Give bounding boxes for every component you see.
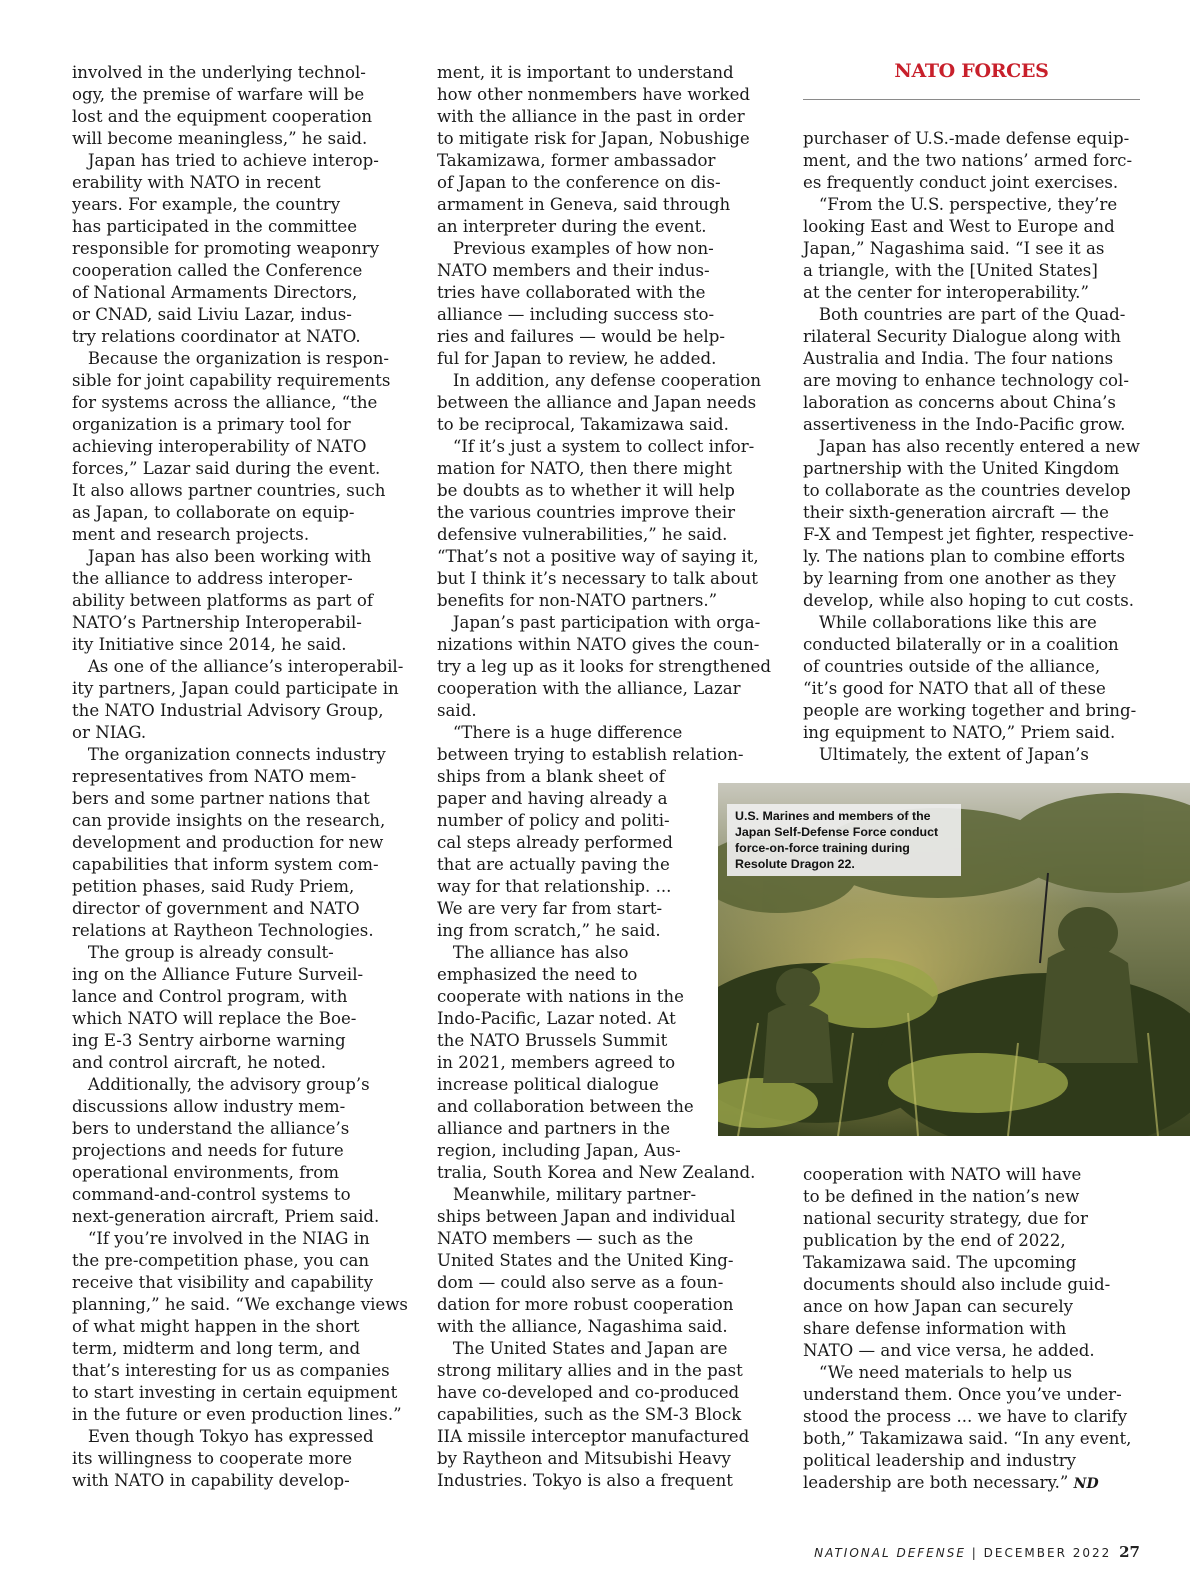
article-column-1: involved in the underlying technol- ogy, the premise of warfare will be lost and the equipment cooperation will become meaningless,” he said. Japan has tried to achieve interop- erability with NATO in recent years. For example, the country has participated in the committee responsible for promoting weaponry cooperation called the Conference of National Armaments Directors, or CNAD, said Liviu Lazar, indus- try relations coordinator at NATO. Because the organization is respon- sible for joint capability requirements for systems across the alliance, “the organization is a primary tool for achieving interoperability of NATO forces,” Lazar said during the event. It also allows partner countries, such as Japan, to collaborate on equip- ment and research projects. Japan has also been working with the alliance to address interoper- ability between platforms as part of NATO’s Partnership Interoperabil- ity Initiative since 2014, he said. As one of the alliance’s interoperabil- ity partners, Japan could participate in the NATO Industrial Advisory Group, or NIAG. The organization connects industry representatives from NATO mem- bers and some partner nations that can provide insights on the research, development and production for new capabilities that inform system com- petition phases, said Rudy Priem, director of government and NATO relations at Raytheon Technologies. The group is already consult- ing on the Alliance Future Surveil- lance and Control program, with which NATO will replace the Boe- ing E-3 Sentry airborne warning and control aircraft, he noted. Additionally, the advisory group’s discussions allow industry mem- bers to understand the alliance’s projections and needs for future operational environments, from command-and-control systems to next-generation aircraft, Priem said. “If you’re involved in the NIAG in the pre-competition phase, you can receive that visibility and capability planning,” he said. “We exchange views of what might happen in the short term, midterm and long term, and that’s interesting for us as companies to start investing in certain equipment in the future or even production lines.” Even though Tokyo has expressed its willingness to cooperate more with NATO in capability develop- (72, 63, 408, 1490)
end-mark: ND (1073, 1476, 1099, 1492)
section-title: NATO FORCES (894, 60, 1049, 82)
article-column-3-top: purchaser of U.S.-made defense equip- ment, and the two nations’ armed forc- es frequently conduct joint exercises. “From the U.S. perspective, they’re looking East and West to Europe and Japan,” Nagashima said. “I see it as a triangle, with the [United States] at the center for interoperability.” Both countries are part of the Quad- rilateral Security Dialogue along with Australia and India. The four nations are moving to enhance technology col- laboration as concerns about China’s assertiveness in the Indo-Pacific grow. Japan has also recently entered a new partnership with the United Kingdom to collaborate as the countries develop their sixth-generation aircraft — the F-X and Tempest jet fighter, respective- ly. The nations plan to combine efforts by learning from one another as they develop, while also hoping to cut costs. While collaborations like this are conducted bilaterally or in a coalition of countries outside of the alliance, “it’s good for NATO that all of these people are working together and bring- ing equipment to NATO,” Priem said. Ultimately, the extent of Japan’s (803, 129, 1140, 764)
footer-separator: | (971, 1546, 978, 1560)
closing-paragraph: cooperation with NATO will have to be defined in the nation’s new national security strategy, due for publication by the end of 2022, Takamizawa said. The upcoming documents should also include guid- ance on how Japan can securely share defense information with NATO — and vice versa, he added. “We need materials to help us understand them. Once you’ve under- stood the process ... we have to clarify both,” Takamizawa said. “In any event, political leadership and industry leadership are both necessary.” (803, 1165, 1132, 1492)
publication-name: NATIONAL DEFENSE (814, 1546, 966, 1560)
issue-date: DECEMBER 2022 (983, 1546, 1112, 1560)
article-column-2: ment, it is important to understand how other nonmembers have worked with the alliance in the past in order to mitigate risk for Japan, Nobushige Takamizawa, former ambassador of Japan to the conference on dis- armament in Geneva, said through an interpreter during the event. Previous examples of how non- NATO members and their indus- tries have collaborated with the alliance — including success sto- ries and failures — would be help- ful for Japan to review, he added. In addition, any defense cooperation between the alliance and Japan needs to be reciprocal, Takamizawa said. “If it’s just a system to collect infor- mation for NATO, then there might be doubts as to whether it will help the various countries improve their defensive vulnerabilities,” he said. “That’s not a positive way of saying it, but I think it’s necessary to talk about benefits for non-NATO partners.” Japan’s past participation with orga- nizations within NATO gives the coun- try a leg up as it looks for strengthened cooperation with the alliance, Lazar said. “There is a huge difference between trying to establish relation- ships from a blank sheet of paper and having already a number of policy and politi- cal steps already performed that are actually paving the way for that relationship. ... We are very far from start- ing from scratch,” he said. The alliance has also emphasized the need to cooperate with nations in the Indo-Pacific, Lazar noted. At the NATO Brussels Summit in 2021, members agreed to increase political dialogue and collaboration between the alliance and partners in the region, including Japan, Aus- tralia, South Korea and New Zealand. Meanwhile, military partner- ships between Japan and individual NATO members — such as the United States and the United King- dom — could also serve as a foun- dation for more robust cooperation with the alliance, Nagashima said. The United States and Japan are strong military allies and in the past have co-developed and co-produced capabilities, such as the SM-3 Block IIA missile interceptor manufactured by Raytheon and Mitsubishi Heavy Industries. Tokyo is also a frequent (437, 63, 771, 1490)
photo-caption: U.S. Marines and members of the Japan Self-Defense Force conduct force-on-force training during Resolute Dragon 22. (727, 804, 961, 876)
page-number: 27 (1119, 1543, 1140, 1561)
header-divider (803, 99, 1140, 100)
page-footer (814, 1543, 1140, 1561)
article-column-3-bottom (803, 1164, 1148, 1495)
